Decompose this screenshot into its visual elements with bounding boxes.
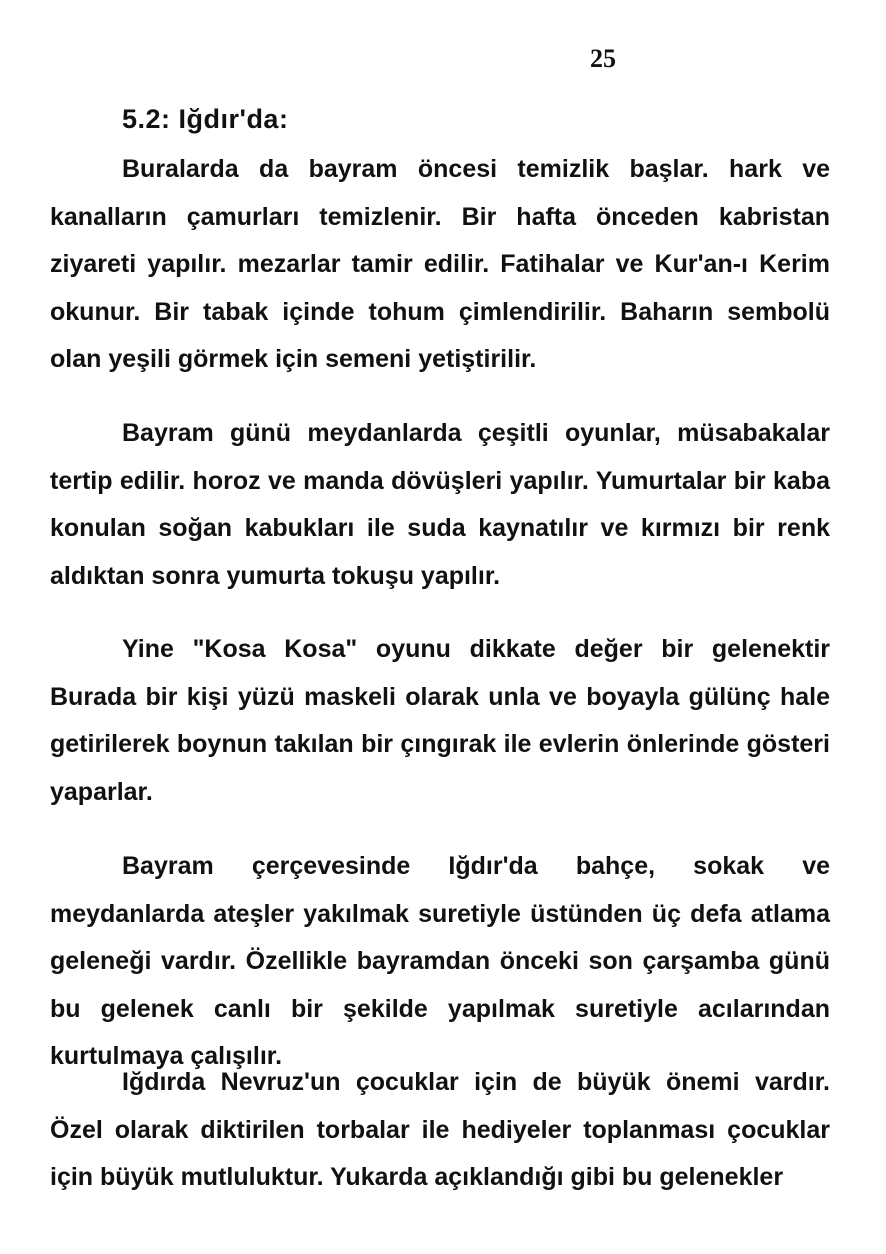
paragraph-fire-jumping: Bayram çerçevesinde Iğdır'da bahçe, sokak ve meydanlarda ateşler yakılmak suretiyle üstünden üç defa atlama geleneği vardır. Özellikle bayramdan önceki son çarşamba günü bu gelenek canlı bir şekilde yapılmak suretiyle acılarından kurtulmaya çalışılır. [50, 852, 830, 1070]
paragraph-cleaning: Buralarda da bayram öncesi temizlik başlar. hark ve kanalların çamurları temizlenir. Bir hafta önceden kabristan ziyareti yapılır. mezarlar tamir edilir. Fatihalar ve Kur'an-ı Kerim okunur. Bir tabak içinde tohum çimlendirilir. Baharın sembolü olan yeşili görmek için semeni yetiştirilir. [50, 155, 830, 373]
paragraph-games: Bayram günü meydanlarda çeşitli oyunlar, müsabakalar tertip edilir. horoz ve manda dövüşleri yapılır. Yumurtalar bir kaba konulan soğan kabukları ile suda kaynatılır ve kırmızı bir renk aldıktan sonra yumurta tokuşu yapılır. [50, 419, 830, 590]
page-number: 25 [590, 44, 616, 73]
section-heading: 5.2: Iğdır'da: [122, 104, 289, 134]
paragraph-kosa-kosa: Yine "Kosa Kosa" oyunu dikkate değer bir gelenektir Burada bir kişi yüzü maskeli olarak unla ve boyayla gülünç hale getirilerek boynun takılan bir çıngırak ile evlerin önlerinde gösteri yaparlar. [50, 635, 830, 806]
paragraph-children: Iğdırda Nevruz'un çocuklar için de büyük önemi vardır. Özel olarak diktirilen torbalar ile hediyeler toplanması çocuklar için büyük mutluluktur. Yukarda açıklandığı gibi bu gelenekler [50, 1068, 830, 1191]
